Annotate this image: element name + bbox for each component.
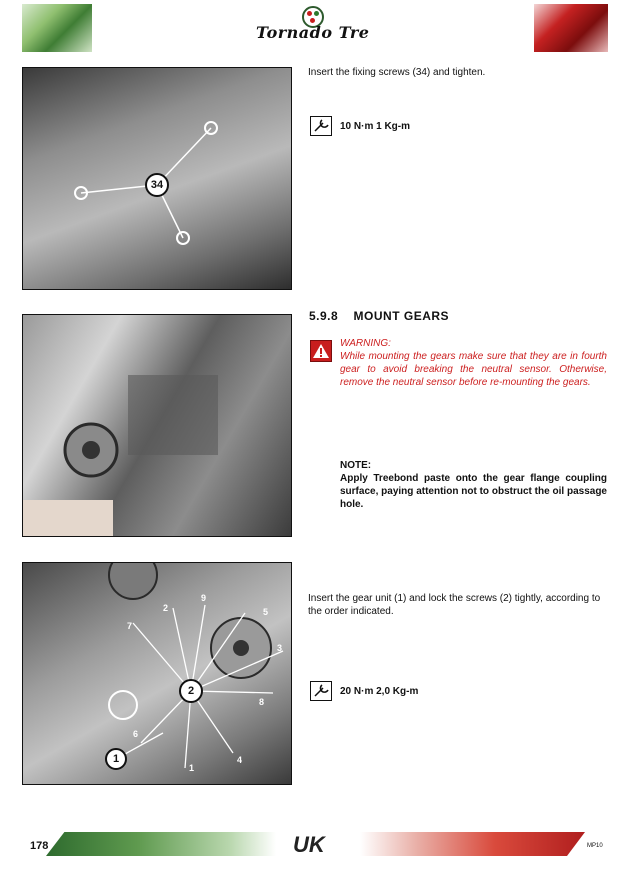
photo-gear-unit <box>22 562 292 785</box>
section-title: MOUNT GEARS <box>353 309 450 323</box>
torque-wrench-icon <box>310 116 332 136</box>
page-number: 178 <box>30 840 49 852</box>
order-number-7: 7 <box>127 621 133 631</box>
header-right-photo <box>534 4 608 52</box>
instruction-fixing-screws: Insert the fixing screws (34) and tighten. <box>308 67 486 78</box>
gear-shapes <box>23 315 291 536</box>
torque-value-2: 20 N·m 2,0 Kg-m <box>340 686 419 697</box>
order-number-8: 8 <box>259 697 265 707</box>
order-number-4: 4 <box>237 755 243 765</box>
order-number-6: 6 <box>133 729 139 739</box>
order-number-9: 9 <box>201 593 207 603</box>
photo-fixing-screws <box>22 67 292 290</box>
section-number: 5.9.8 <box>309 309 339 323</box>
header-left-photo <box>22 4 92 52</box>
gear-unit-leaders <box>23 563 291 784</box>
order-number-2: 2 <box>163 603 169 613</box>
callout-34: 34 <box>145 173 169 197</box>
callout-gear-unit: 1 <box>105 748 127 770</box>
torque-value-1: 10 N·m 1 Kg-m <box>340 121 411 132</box>
doc-code: MP10 <box>587 843 603 849</box>
section-heading <box>309 309 449 323</box>
callout-screws: 2 <box>179 679 203 703</box>
footer-red-stripe <box>360 832 585 856</box>
torque-wrench-icon-2 <box>310 681 332 701</box>
warning-text: While mounting the gears make sure that they are in fourth gear to avoid breaking the neutral sensor. Otherwise, remove the neutral sensor before re-mounting the gears. <box>340 351 607 388</box>
note-title: NOTE: <box>340 460 372 471</box>
order-number-1: 1 <box>189 763 195 773</box>
instruction-gear-unit: Insert the gear unit (1) and lock the screws (2) tightly, according to the order indicated. <box>308 593 601 617</box>
order-number-3: 3 <box>277 643 283 653</box>
language-label: UK <box>293 832 325 857</box>
order-number-5: 5 <box>263 607 269 617</box>
note-text: Apply Treebond paste onto the gear flange coupling surface, paying attention not to obstruct the oil passage hole. <box>340 473 607 510</box>
footer-green-stripe <box>46 832 276 856</box>
warning-icon <box>310 340 332 362</box>
model-logo: Tornado Tre <box>256 23 370 42</box>
photo-mount-gears <box>22 314 292 537</box>
warning-title: WARNING: <box>340 338 391 349</box>
